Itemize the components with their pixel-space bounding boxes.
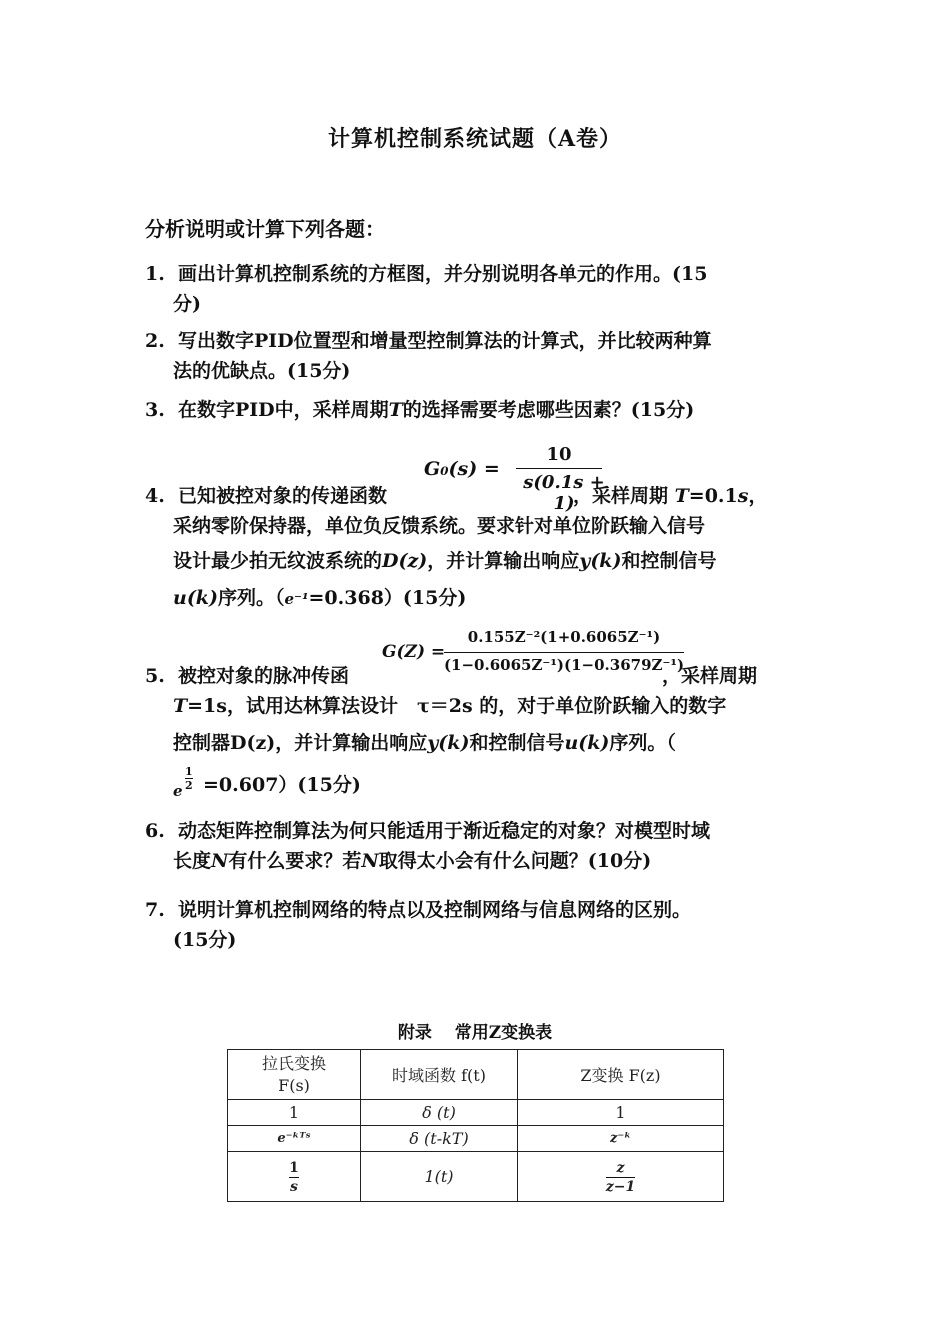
power-denominator: 2: [185, 779, 193, 792]
controller-symbol: D(z): [382, 550, 428, 572]
question-4: [145, 481, 825, 616]
question-number: 7.: [145, 899, 165, 921]
question-number: 3.: [145, 399, 165, 421]
question-text-cont: 法的优缺点。(15分): [173, 360, 351, 382]
control-symbol: u(k): [173, 587, 218, 609]
question-text-cont: 的选择需要考虑哪些因素？(15分): [402, 399, 695, 421]
exponential-symbol: e⁻¹: [284, 590, 309, 608]
question-2: [145, 326, 815, 386]
question-text-cont: =0.368）(15分): [308, 587, 467, 609]
question-number: 6.: [145, 820, 165, 842]
question-number: 5.: [145, 665, 165, 687]
equation-denominator: s(0.1s + 1): [523, 472, 605, 514]
question-text-cont: =0.607）(15分): [203, 774, 361, 796]
question-text-line3: [145, 721, 825, 765]
header-z-transform: Z变换 F(z): [518, 1050, 724, 1100]
table-cell: e⁻ᵏᵀˢ: [228, 1126, 361, 1152]
question-text-cont: 序列。（: [217, 587, 285, 609]
question-text: 动态矩阵控制算法为何只能适用于渐近稳定的对象？对模型时域: [178, 820, 711, 842]
question-text-cont: 序列。（: [609, 732, 676, 754]
question-number: 4.: [145, 485, 165, 507]
question-number: 2.: [145, 330, 165, 352]
period-symbol: T: [674, 485, 689, 507]
period-value: =0.1: [688, 485, 738, 507]
question-text-cont: 有什么要求？若: [228, 850, 362, 872]
fraction-numerator: z: [616, 1160, 625, 1176]
question-1: [145, 259, 815, 319]
header-laplace-line1: 拉氏变换: [261, 1053, 326, 1073]
equation-denominator: (1−0.6065Z⁻¹)(1−0.3679Z⁻¹): [443, 656, 685, 674]
question-text-line2: [145, 846, 815, 876]
question-text-cont: 取得太小会有什么问题？(10分): [378, 850, 652, 872]
question-text: 已知被控对象的传递函数: [178, 485, 388, 507]
question-text-line3: [145, 541, 825, 581]
table-cell: δ (t): [361, 1100, 518, 1126]
question-text: 在数字PID中，采样周期: [178, 399, 389, 421]
exponential-base: e: [173, 782, 183, 800]
table-cell: 1: [518, 1100, 724, 1126]
equation-lhs: G₀(s) =: [424, 458, 500, 480]
control-symbol: u(k): [564, 732, 610, 754]
output-symbol: y(k): [427, 732, 470, 754]
fraction-denominator: s: [290, 1179, 298, 1195]
table-cell: δ (t-kT): [361, 1126, 518, 1152]
output-symbol: y(k): [579, 550, 622, 572]
equation-numerator: 0.155Z⁻²(1+0.6065Z⁻¹): [467, 628, 661, 646]
exponential-power: [185, 765, 193, 792]
horizon-symbol: N: [361, 850, 379, 872]
exponential-symbol: [173, 765, 203, 801]
question-text-cont: 控制器D(z)，并计算输出响应: [173, 732, 428, 754]
table-cell: [228, 1152, 361, 1202]
section-heading: 分析说明或计算下列各题：: [145, 217, 385, 241]
fraction-denominator: z−1: [605, 1179, 636, 1195]
fraction-bar: [516, 468, 602, 469]
table-cell: 1(t): [361, 1152, 518, 1202]
fraction-numerator: 1: [289, 1160, 299, 1176]
question-text-cont: (15分): [173, 929, 237, 951]
question-6: [145, 816, 815, 876]
horizon-symbol: N: [211, 850, 229, 872]
question-text-cont: ，并计算输出响应: [427, 550, 580, 572]
question-text: 画出计算机控制系统的方框图，并分别说明各单元的作用。(15: [178, 263, 708, 285]
question-text-line4: [145, 765, 825, 805]
period-symbol: T: [173, 695, 188, 717]
fraction-bar: [444, 652, 684, 653]
question-text-cont: =1s，试用达林算法设计 τ＝2s 的，对于单位阶跃输入的数字: [187, 695, 727, 717]
table-cell: 1: [228, 1100, 361, 1126]
table-row: [228, 1100, 724, 1126]
table-header-row: [228, 1050, 724, 1100]
question-7: [145, 895, 815, 955]
question-text: 写出数字PID位置型和增量型控制算法的计算式，并比较两种算: [178, 330, 712, 352]
z-transform-table: [227, 1049, 724, 1202]
table-cell: [518, 1152, 724, 1202]
question-3: [145, 395, 815, 425]
question-text-line4: [145, 581, 825, 616]
question-text-cont: ，采样周期: [662, 665, 758, 687]
header-time-domain: 时域函数 f(t): [361, 1050, 518, 1100]
table-cell: z⁻ᵏ: [518, 1126, 724, 1152]
table-row: [228, 1152, 724, 1202]
header-laplace: [228, 1050, 361, 1100]
appendix-title: 附录 常用Z变换表: [397, 1023, 553, 1043]
question-text: 说明计算机控制网络的特点以及控制网络与信息网络的区别。: [178, 899, 692, 921]
header-laplace-line2: F(s): [278, 1075, 310, 1095]
unit-symbol: s: [737, 485, 749, 507]
question-text: 被控对象的脉冲传函: [178, 665, 350, 687]
question-text-cont: 采纳零阶保持器，单位负反馈系统。要求针对单位阶跃输入信号: [173, 515, 706, 537]
equation-numerator: 10: [546, 444, 572, 465]
page-title: 计算机控制系统试题（A卷）: [327, 126, 623, 152]
question-text-cont: 长度: [173, 850, 212, 872]
question-text-cont: 分): [173, 293, 201, 315]
period-symbol: T: [388, 399, 403, 421]
power-numerator: 1: [185, 765, 193, 778]
question-text-cont: 和控制信号: [621, 550, 717, 572]
punctuation: ，: [748, 485, 768, 507]
equation-lhs: G(Z) =: [382, 642, 446, 662]
table-row: [228, 1126, 724, 1152]
question-number: 1.: [145, 263, 165, 285]
question-text-cont: ，采样周期: [573, 485, 675, 507]
question-text-cont: 和控制信号: [469, 732, 565, 754]
question-5: [145, 661, 825, 805]
fraction: [606, 1159, 635, 1196]
question-text-cont: 设计最少拍无纹波系统的: [173, 550, 383, 572]
question-text-line2: [145, 691, 825, 721]
fraction: [289, 1159, 299, 1196]
